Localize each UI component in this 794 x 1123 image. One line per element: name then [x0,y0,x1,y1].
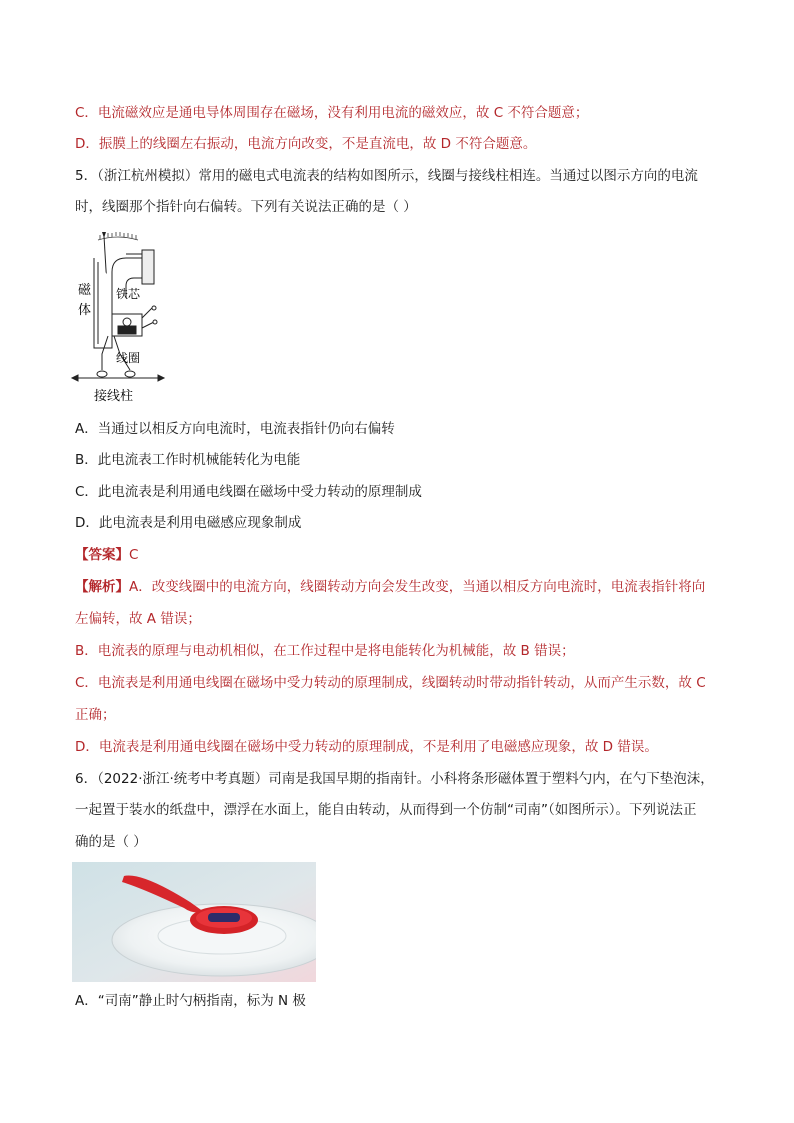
question-6-stem-3: 确的是（ ） [75,834,147,850]
analysis-d-prev: D．振膜上的线圈左右振动，电流方向改变，不是直流电，故 D 不符合题意。 [75,136,537,152]
label-magnet-2: 体 [78,303,92,318]
analysis-c-line-2: 正确； [75,707,116,723]
option-5b: B．此电流表工作时机械能转化为电能 [75,452,301,468]
option-5c: C．此电流表是利用通电线圈在磁场中受力转动的原理制成 [75,484,422,500]
analysis-label: 【解析】 [75,579,129,595]
option-5d: D．此电流表是利用电磁感应现象制成 [75,515,302,531]
analysis-b: B．电流表的原理与电动机相似，在工作过程中是将电能转化为机械能，故 B 错误； [75,643,575,659]
label-core: 铁芯 [116,287,141,301]
spoon-plate-photo [72,862,316,982]
bar-magnet [208,913,240,922]
option-5a: A．当通过以相反方向电流时，电流表指针仍向右偏转 [75,421,395,437]
option-6a: A．“司南”静止时勺柄指南，标为 N 极 [75,993,306,1009]
question-6-stem-1: 6．（2022·浙江·统考中考真题）司南是我国早期的指南针。小科将条形磁体置于塑料勺内，在勺下垫泡沫， [75,771,714,787]
label-coil: 线圈 [116,351,141,365]
question-5-stem-2: 时，线圈那个指针向右偏转。下列有关说法正确的是（ ） [75,199,417,215]
analysis-a-line-2: 左偏转，故 A 错误； [75,611,201,627]
label-terminal: 接线柱 [94,389,134,404]
question-5-stem-1: 5．（浙江杭州模拟）常用的磁电式电流表的结构如图所示，线圈与接线柱相连。当通过以图示方向的电流 [75,168,698,184]
answer-value: C [129,547,139,563]
galvanometer-figure [68,228,168,406]
answer-label: 【答案】 [75,547,129,563]
analysis-a-text: A．改变线圈中的电流方向，线圈转动方向会发生改变，当通以相反方向电流时，电流表指针将向 [129,579,706,595]
analysis-a-line-1 [75,578,725,596]
analysis-d: D．电流表是利用通电线圈在磁场中受力转动的原理制成，不是利用了电磁感应现象，故 D 错误。 [75,739,658,755]
answer-line [75,546,725,564]
label-magnet-1: 磁 [78,283,92,298]
analysis-c-line-1: C．电流表是利用通电线圈在磁场中受力转动的原理制成，线圈转动时带动指针转动，从而产生示数，故 C [75,675,706,691]
question-6-stem-2: 一起置于装水的纸盘中，漂浮在水面上，能自由转动，从而得到一个仿制“司南”（如图所示）。下列说法正 [75,802,697,818]
analysis-c-prev: C．电流磁效应是通电导体周围存在磁场，没有利用电流的磁效应，故 C 不符合题意； [75,105,589,121]
coil [112,306,157,336]
